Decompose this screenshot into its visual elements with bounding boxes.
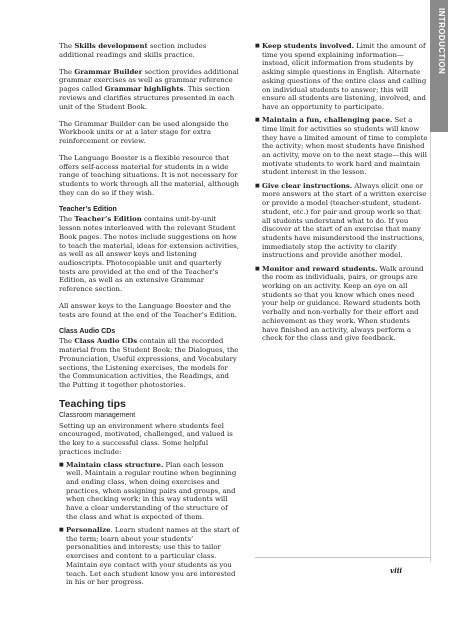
page-number: viii bbox=[390, 566, 403, 575]
list-item: ■ Maintain class structure. Plan each lesson well. Maintain a regular routine when beginning and ending class, when doing exercises and practices, when assigning pairs and groups, and when checking work; in this way students will have a clear understanding of the structure of the class and what is expected of them. bbox=[59, 461, 239, 522]
paragraph: The Language Booster is a flexible resource that offers self-access material for students in a wide range of teaching situations. It is not necessary for students to work through all the material, although they can do so if they wish. bbox=[59, 153, 239, 197]
list-item: ■ Monitor and reward students. Walk around the room as individuals, pairs, or groups are working on an activity. Keep an eye on all students so that you know which ones need your help or guidance. Reward students both verbally and non-verbally for their effort and achievement as they work. When students have finished an activity, always perform a check for the class and give feedback. bbox=[255, 265, 428, 343]
subheading-teachers-edition: Teacher’s Edition bbox=[59, 205, 117, 213]
paragraph: All answer keys to the Language Booster and the tests are found at the end of the Teacher’s Edition. bbox=[59, 302, 237, 319]
list-item: ■ Give clear instructions. Always elicit one or more answers at the start of a written exercise or provide a model (teacher-student, student-student, etc.) for pair and group work so that all students understand what to do. If you discover at the start of an exercise that many students have misunderstood the instructions, immediately stop the activity to clarify instructions and provide another model. bbox=[255, 182, 428, 260]
paragraph: Setting up an environment where students feel encouraged, motivated, challenged, and valued is the key to a successful class. Some helpful practices include: bbox=[59, 421, 233, 456]
list-item: ■ Maintain a fun, challenging pace. Set a time limit for activities so students will know they have a limited amount of time to complete the activity; when most students have finished an activity, move on to the next stage—this will motivate students to work hard and maintain student interest in the lesson. bbox=[255, 116, 428, 177]
list-item: ■ Personalize. Learn student names at the start of the term; learn about your students’ personalities and interests; use this to tailor exercises and content to a particular class. Maintain eye contact with your students as you teach. Let each student know you are interested in his or her progress. bbox=[59, 526, 239, 587]
paragraph: The Grammar Builder can be used alongside the Workbook units or at a later stage for extra reinforcement or review. bbox=[59, 119, 229, 145]
subheading-classroom-management: Classroom management bbox=[59, 411, 136, 419]
paragraph: The Skills development section includes additional readings and skills practice. bbox=[59, 42, 207, 59]
paragraph: The Class Audio CDs contain all the recorded material from the Student Book: the Dialogues, the Pronunciation, Useful expressions, and Vocabulary sections, the Listening exercises, the models for the Communication activities, the Readings, and the Putting it together photostories. bbox=[59, 337, 239, 389]
paragraph: The Grammar Builder section provides additional grammar exercises as well as grammar reference pages called Grammar highlights. This section reviews and clarifies structures presented in each unit of the Student Book. bbox=[59, 67, 239, 111]
left-column bbox=[59, 42, 239, 593]
right-column bbox=[255, 42, 428, 349]
bullet-list bbox=[255, 42, 428, 343]
paragraph: The Teacher’s Edition contains unit-by-unit lesson notes interleaved with the relevant Student Book pages. The notes include suggestions on how to teach the material, ideas for extension activities, as well as all answer keys and listening audioscripts. Photocopiable unit and quarterly tests are provided at the end of the Teacher’s Edition, as well as an extensive Grammar reference section. bbox=[59, 215, 239, 294]
bullet-list bbox=[59, 461, 239, 587]
section-tab-label: INTRODUCTION bbox=[437, 8, 446, 75]
footer-rule bbox=[255, 557, 430, 558]
section-heading-teaching-tips: Teaching tips bbox=[59, 397, 126, 410]
margin-rule bbox=[430, 132, 431, 562]
list-item: ■ Keep students involved. Limit the amount of time you spend explaining information—instead, elicit information from students by asking simple questions in English. Alternate asking questions of the entire class and calling on individual students to answer; this will ensure all students are listening, involved, and have an opportunity to participate. bbox=[255, 42, 428, 112]
subheading-class-audio: Class Audio CDs bbox=[59, 327, 116, 335]
